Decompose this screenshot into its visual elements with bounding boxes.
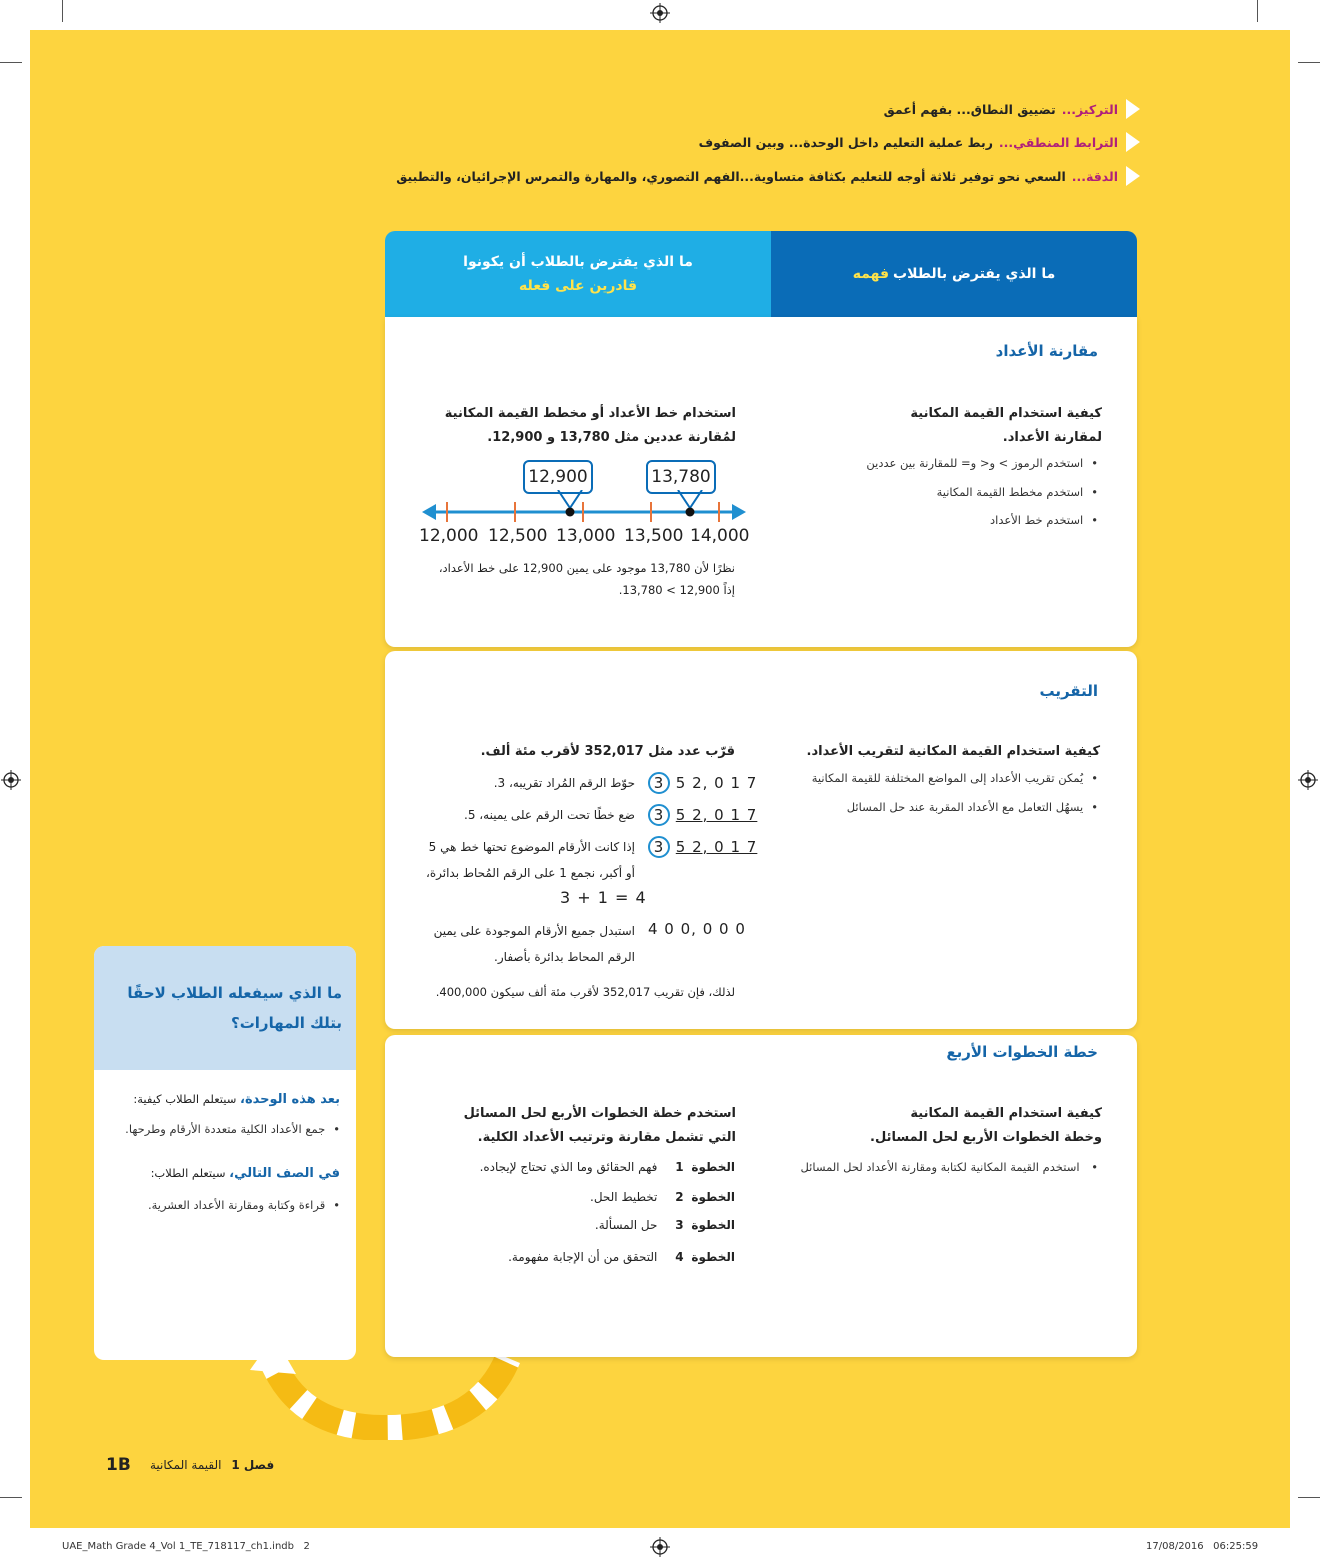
rounding-step1-number: [648, 772, 757, 794]
plan-step: [508, 1250, 735, 1264]
plan-bullet: [798, 1156, 1098, 1178]
point-12900: [566, 508, 575, 517]
coherence-text: ربط عملية التعليم داخل الوحدة... وبين الصفوف: [698, 134, 993, 150]
callout-12900-value: 12,900: [528, 467, 588, 487]
rounding-step2: ضع خطًا تحت الرقم على يمينه، 5.: [463, 808, 635, 822]
later-next-item: • قراءة وكتابة ومقارنة الأعداد العشرية.: [148, 1198, 340, 1212]
tick-label: 14,000: [690, 526, 750, 546]
header-able: [385, 231, 771, 317]
registration-mark-icon: [1298, 770, 1318, 790]
step-word: الخطوة: [691, 1218, 735, 1232]
header-able-line1: ما الذي يفترض بالطلاب أن يكونوا: [463, 254, 693, 270]
later-title: ما الذي سيفعله الطلاب لاحقًا بتلك المهارات؟: [94, 946, 356, 1070]
rigor-text: السعي نحو توفير ثلاثة أوجه للتعليم بكثافة متساوية...الفهم التصوري، والمهارة والتمرس الإجرائيان، والتطبيق: [396, 168, 1066, 184]
crop-mark: [62, 0, 63, 22]
print-date: 17/08/2016 06:25:59: [1146, 1541, 1259, 1552]
later-after: [133, 1092, 340, 1107]
file-info: UAE_Math Grade 4_Vol 1_TE_718117_ch1.indb 2: [62, 1541, 310, 1552]
later-next: [151, 1166, 340, 1181]
triangle-bullet-icon: [1126, 99, 1140, 119]
rounding-step4b: الرقم المحاط بدائرة بأصفار.: [494, 950, 635, 964]
remaining-digits: 5 2, 0 1 7: [675, 838, 758, 856]
plan-card: [385, 1035, 1137, 1357]
plan-title: خطة الخطوات الأربع: [946, 1043, 1098, 1061]
circled-digit: 3: [648, 804, 670, 826]
rounding-step3a: إذا كانت الأرقام الموضوع تحتها خط هي 5: [428, 840, 635, 854]
rounding-conclusion: لذلك، فإن تقريب 352,017 لأقرب مئة ألف سيكون 400,000.: [435, 985, 735, 999]
callout-12900: [523, 460, 593, 494]
tick-label: 13,500: [624, 526, 684, 546]
rounding-right-heading: كيفية استخدام القيمة المكانية لتقريب الأعداد.: [806, 744, 1100, 759]
intro-rigor: [396, 164, 1140, 188]
rounding-step2-number: [648, 804, 757, 826]
rounding-equation: 3 + 1 = 4: [560, 888, 647, 907]
intro-focus: [884, 97, 1140, 121]
later-after-key: بعد هذه الوحدة،: [240, 1092, 340, 1107]
triangle-bullet-icon: [1126, 166, 1140, 186]
focus-text: تضييق النطاق... بفهم أعمق: [883, 101, 1056, 117]
compare-right-heading: كيفية استخدام القيمة المكانية لمقارنة الأعداد.: [910, 406, 1102, 445]
plan-step: [480, 1160, 735, 1174]
coherence-key: الترابط المنطقي...: [998, 134, 1118, 150]
rounding-title: التقريب: [1039, 682, 1098, 700]
remaining-digits: 5 2, 0 1 7: [675, 774, 758, 792]
compare-note-2: إذاً 12,900 > 13,780.: [618, 583, 735, 597]
plan-left-heading: استخدم خطة الخطوات الأربع لحل المسائل التي تشمل مقارنة وترتيب الأعداد الكلية.: [463, 1106, 736, 1145]
callout-13780: [646, 460, 716, 494]
focus-key: التركيز...: [1061, 101, 1118, 117]
later-after-text: سيتعلم الطلاب كيفية:: [133, 1092, 241, 1106]
tick-label: 12,500: [488, 526, 548, 546]
step-text: التحقق من أن الإجابة مفهومة.: [508, 1250, 658, 1264]
later-after-item: • جمع الأعداد الكلية متعددة الأرقام وطرحها.: [125, 1122, 340, 1136]
crop-mark: [1298, 1497, 1320, 1498]
tick-label: 13,000: [556, 526, 616, 546]
rounding-step3-number: [648, 836, 757, 858]
plan-step: [590, 1190, 735, 1204]
compare-note-1: نظرًا لأن 13,780 موجود على يمين 12,900 على خط الأعداد،: [438, 561, 735, 575]
step-number: 3: [675, 1218, 684, 1232]
later-next-key: في الصف التالي،: [229, 1166, 340, 1181]
step-number: 2: [675, 1190, 684, 1204]
crop-mark: [1257, 0, 1258, 22]
header-understand-pre: ما الذي يفترض بالطلاب: [893, 266, 1056, 282]
step-word: الخطوة: [691, 1160, 735, 1174]
plan-right-heading: كيفية استخدام القيمة المكانية وخطة الخطوات الأربع لحل المسائل.: [870, 1106, 1102, 1145]
step-word: الخطوة: [691, 1190, 735, 1204]
step-text: حل المسألة.: [594, 1218, 658, 1232]
rounding-result-number: 4 0 0, 0 0 0: [648, 920, 746, 938]
header-understand: [771, 231, 1137, 317]
step-number: 1: [675, 1160, 684, 1174]
step-word: الخطوة: [691, 1250, 735, 1264]
rounding-step4a: استبدل جميع الأرقام الموجودة على يمين: [433, 924, 635, 938]
later-next-text: سيتعلم الطلاب:: [150, 1166, 230, 1180]
rounding-step1: حوّط الرقم المُراد تقريبه، 3.: [493, 776, 635, 790]
intro-coherence: [699, 130, 1140, 154]
compare-left-heading: استخدام خط الأعداد أو مخطط القيمة المكانية لمُقارنة عددين مثل 13,780 و 12,900.: [444, 406, 736, 445]
compare-bullet: • استخدم الرموز > و< و= للمقارنة بين عددين: [866, 456, 1098, 470]
rigor-key: الدقة...: [1071, 168, 1118, 184]
plan-bullet-text: استخدم القيمة المكانية لكتابة ومقارنة الأعداد لحل المسائل: [800, 1160, 1080, 1174]
rounding-bullet: • يسهُل التعامل مع الأعداد المقربة عند حل المسائل: [847, 800, 1098, 814]
header-understand-key: فهمه: [852, 266, 890, 282]
compare-title: مقارنة الأعداد: [995, 342, 1098, 360]
footer-chapter-title: القيمة المكانية: [150, 1458, 222, 1472]
compare-bullet: • استخدم مخطط القيمة المكانية: [937, 485, 1098, 499]
registration-mark-icon: [650, 1537, 670, 1557]
step-text: فهم الحقائق وما الذي تحتاج لإيجاده.: [479, 1160, 658, 1174]
circled-digit: 3: [648, 836, 670, 858]
remaining-digits: 5 2, 0 1 7: [675, 806, 758, 824]
step-number: 4: [675, 1250, 684, 1264]
later-box: [94, 946, 356, 1360]
rounding-bullet: • يُمكن تقريب الأعداد إلى المواضع المختلفة للقيمة المكانية: [812, 771, 1098, 785]
rounding-step3b: أو أكبر، نجمع 1 على الرقم المُحاط بدائرة،: [425, 866, 635, 880]
circled-digit: 3: [648, 772, 670, 794]
header-able-line2: قادرين على فعله: [519, 278, 637, 294]
compare-card: [385, 317, 1137, 647]
crop-mark: [1298, 62, 1320, 63]
crop-mark: [0, 1497, 22, 1498]
step-text: تخطيط الحل.: [590, 1190, 658, 1204]
triangle-bullet-icon: [1126, 132, 1140, 152]
crop-mark: [0, 62, 22, 63]
footer-chapter-number: فصل 1: [231, 1458, 275, 1472]
page-number: 1B: [106, 1455, 131, 1475]
registration-mark-icon: [650, 3, 670, 23]
tick-label: 12,000: [419, 526, 479, 546]
number-line: [420, 490, 750, 530]
callout-13780-value: 13,780: [651, 467, 711, 487]
rounding-left-heading: قرّب عدد مثل 352,017 لأقرب مئة ألف.: [480, 744, 735, 759]
footer-chapter: [150, 1458, 274, 1472]
compare-bullet: • استخدم خط الأعداد: [990, 513, 1098, 527]
plan-step: [595, 1218, 735, 1232]
point-13780: [686, 508, 695, 517]
registration-mark-icon: [1, 770, 21, 790]
